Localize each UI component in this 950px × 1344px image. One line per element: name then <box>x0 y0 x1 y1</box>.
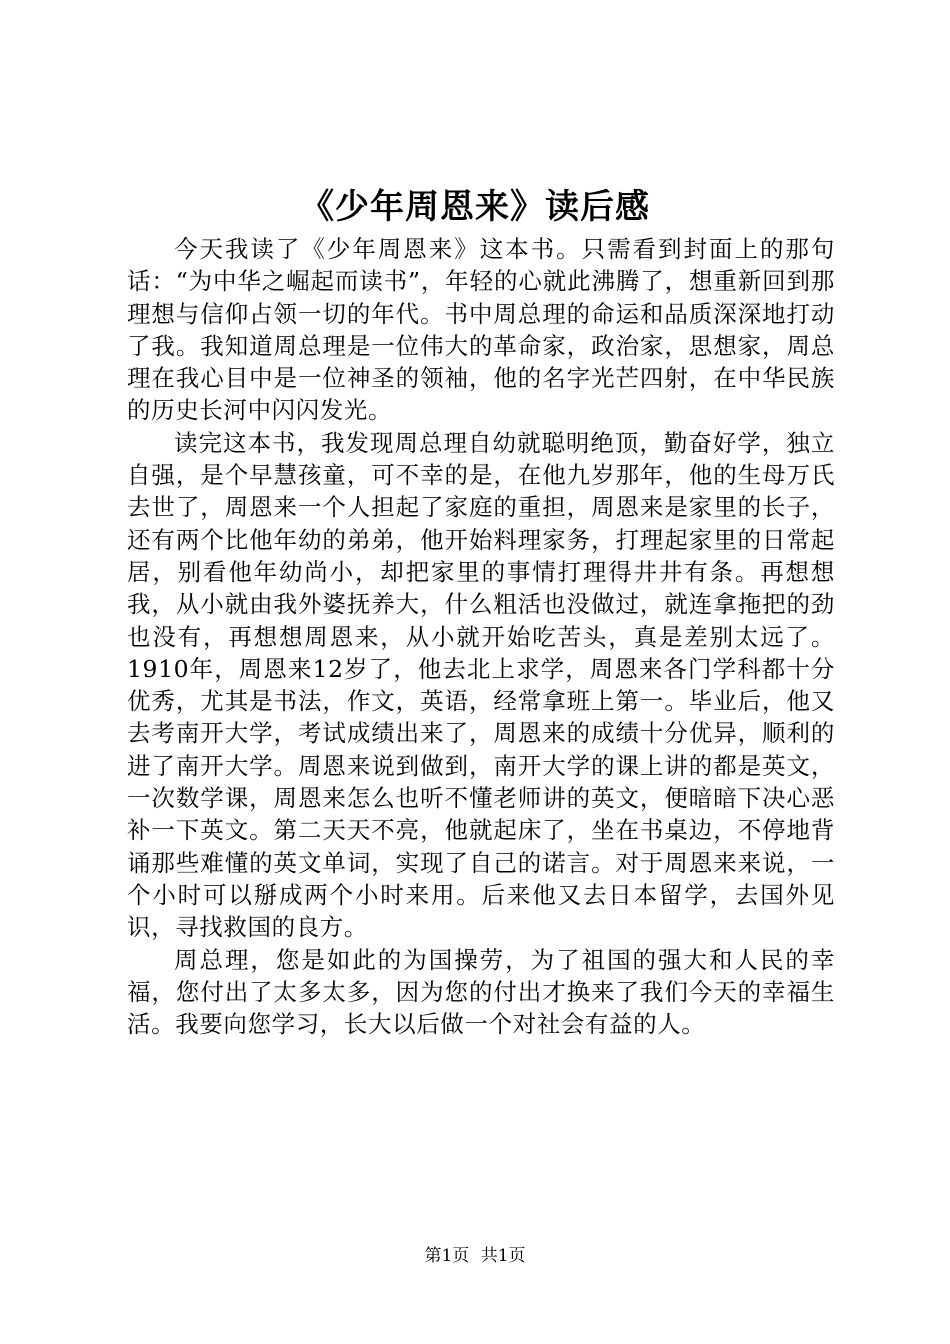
paragraph-2: 读完这本书，我发现周总理自幼就聪明绝顶，勤奋好学，独立自强，是个早慧孩童，可不幸的是，在他九岁那年，他的生母万氏去世了，周恩来一个人担起了家庭的重担，周恩来是家里的长子，还有两个比他年幼的弟弟，他开始料理家务，打理起家里的日常起居，别看他年幼尚小，却把家里的事情打理得井井有条。再想想我，从小就由我外婆抚养大，什么粗活也没做过，就连拿拖把的劲也没有，再想想周恩来，从小就开始吃苦头，真是差别太远了。1910年，周恩来12岁了，他去北上求学，周恩来各门学科都十分优秀，尤其是书法，作文，英语，经常拿班上第一。毕业后，他又去考南开大学，考试成绩出来了，周恩来的成绩十分优异，顺利的进了南开大学。周恩来说到做到，南开大学的课上讲的都是英文，一次数学课，周恩来怎么也听不懂老师讲的英文，便暗暗下决心恶补一下英文。第二天天不亮，他就起床了，坐在书桌边，不停地背诵那些难懂的英文单词，实现了自己的诺言。对于周恩来来说，一个小时可以掰成两个小时来用。后来他又去日本留学，去国外见识，寻找救国的良方。 <box>127 428 835 942</box>
paragraph-1: 今天我读了《少年周恩来》这本书。只需看到封面上的那句话：“为中华之崛起而读书”，年轻的心就此沸腾了，想重新回到那理想与信仰占领一切的年代。书中周总理的命运和品质深深地打动了我。我知道周总理是一位伟大的革命家，政治家，思想家，周总理在我心目中是一位神圣的领袖，他的名字光芒四射，在中华民族的历史长河中闪闪发光。 <box>127 235 835 425</box>
paragraph-3: 周总理，您是如此的为国操劳，为了祖国的强大和人民的幸福，您付出了太多太多，因为您的付出才换来了我们今天的幸福生活。我要向您学习，长大以后做一个对社会有益的人。 <box>127 945 835 1039</box>
page-number-total: 共1页 <box>480 1246 526 1266</box>
document-title: 《少年周恩来》读后感 <box>300 187 650 227</box>
page-number-current: 第1页 <box>424 1246 470 1266</box>
document-body <box>127 233 835 1040</box>
page-footer <box>0 1244 950 1268</box>
